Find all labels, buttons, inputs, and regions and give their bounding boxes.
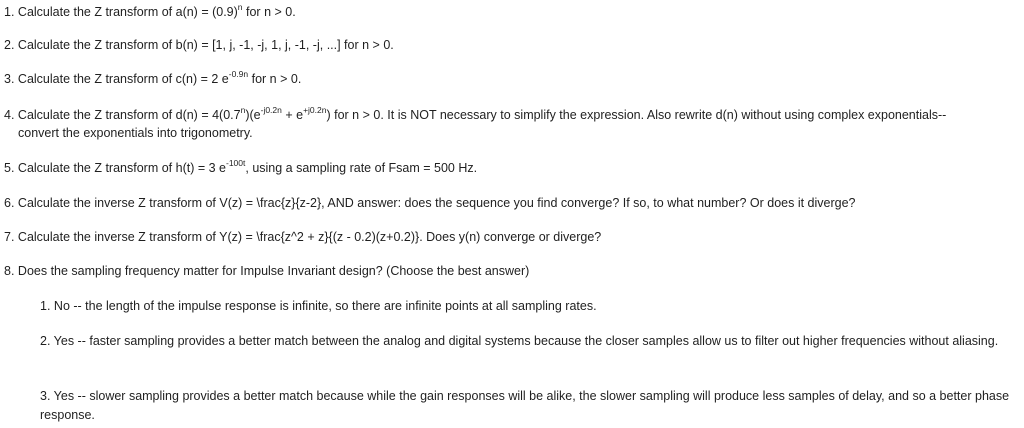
option-text: Yes -- slower sampling provides a better match because while the gain responses will be alike, the slower sampling will produce less samples of delay, and so a better phase response. (40, 389, 1010, 422)
question-text-end: for n > 0. (242, 5, 296, 19)
question-6 (4, 194, 1020, 213)
option-text: No -- the length of the impulse response is infinite, so there are infinite points at all sampling rates. (50, 299, 597, 313)
option-number: 2. (40, 334, 51, 348)
question-number: 5. (4, 161, 15, 175)
question-text-part: )(e (245, 108, 261, 122)
answer-option-2 (40, 332, 1018, 351)
question-text: Calculate the Z transform of a(n) = (0.9) (14, 5, 238, 19)
question-number: 1. (4, 5, 15, 19)
question-number: 4. (4, 108, 15, 122)
question-4-continuation (18, 124, 1020, 143)
exponent: n (240, 104, 246, 115)
question-4 (4, 106, 1020, 125)
exponent: n (237, 1, 243, 12)
option-text: Yes -- faster sampling provides a better match between the analog and digital systems because the closer samples allow us to filter out higher frequencies without aliasing. (50, 334, 999, 348)
question-text: Calculate the Z transform of c(n) = 2 e (14, 72, 229, 86)
question-5 (4, 159, 1020, 178)
question-text: Calculate the Z transform of d(n) = 4(0.7 (14, 108, 241, 122)
question-number: 2. (4, 38, 15, 52)
question-3 (4, 70, 1020, 89)
question-2 (4, 36, 1020, 55)
question-number: 6. (4, 196, 15, 210)
question-text-part: + e (281, 108, 304, 122)
question-text-line2: convert the exponentials into trigonometry. (18, 126, 253, 140)
question-text-end: ) for n > 0. It is NOT necessary to simplify the expression. Also rewrite d(n) without using complex exponentials-- (326, 108, 947, 122)
question-text: Calculate the inverse Z transform of V(z) = \frac{z}{z-2}, AND answer: does the sequence you find converge? If so, to what number? Or does it diverge? (14, 196, 856, 210)
exponent: -100t (226, 157, 246, 168)
question-text: Calculate the Z transform of b(n) = [1, j, -1, -j, 1, j, -1, -j, ...] for n > 0. (14, 38, 394, 52)
question-text: Calculate the Z transform of h(t) = 3 e (14, 161, 226, 175)
option-number: 3. (40, 389, 51, 403)
question-number: 3. (4, 72, 15, 86)
question-text-end: for n > 0. (248, 72, 302, 86)
exponent: -j0.2n (260, 104, 282, 115)
answer-option-1 (40, 297, 1018, 316)
question-1 (4, 3, 1020, 22)
answer-option-3 (40, 387, 1018, 425)
question-text-end: , using a sampling rate of Fsam = 500 Hz. (245, 161, 478, 175)
question-number: 7. (4, 230, 15, 244)
option-number: 1. (40, 299, 51, 313)
exponent: +j0.2n (303, 104, 327, 115)
question-number: 8. (4, 264, 15, 278)
question-8 (4, 262, 1020, 281)
question-text: Calculate the inverse Z transform of Y(z) = \frac{z^2 + z}{(z - 0.2)(z+0.2)}. Does y(n) converge or diverge? (14, 230, 602, 244)
question-7 (4, 228, 1020, 247)
exponent: -0.9n (228, 68, 249, 79)
question-text: Does the sampling frequency matter for Impulse Invariant design? (Choose the best answer) (14, 264, 530, 278)
